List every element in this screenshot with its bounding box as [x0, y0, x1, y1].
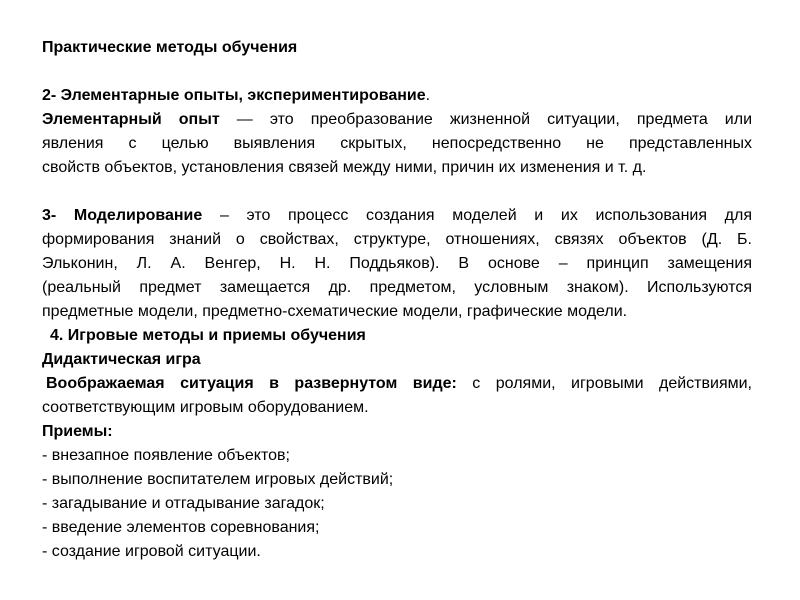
techniques-list-item: - загадывание и отгадывание загадок; [42, 495, 325, 512]
section2-line-2: явления с целью выявления скрытых, непосредственно не представленных [42, 135, 752, 152]
slide-title: Практические методы обучения [42, 39, 298, 56]
section3-line-4: (реальный предмет замещается др. предметом, условным знаком). Используются [42, 279, 752, 296]
section4-line-2: соответствующим игровым оборудованием. [42, 399, 369, 416]
section2-line1-rest: — это преобразование жизненной ситуации, предмета или [219, 111, 753, 128]
section2-line-1 [42, 108, 752, 132]
section2-heading-line [42, 84, 752, 108]
spacer [42, 180, 752, 204]
section2-line-3: свойств объектов, установления связей между ними, причин их изменения и т. д. [42, 159, 647, 176]
techniques-list-item: - внезапное появление объектов; [42, 447, 290, 464]
section3-line-2: формирования знаний о свойствах, структуре, отношениях, связях объектов (Д. Б. [42, 231, 752, 248]
section4-heading: 4. Игровые методы и приемы обучения [50, 327, 366, 344]
section4-subheading: Дидактическая игра [42, 351, 201, 368]
section2-heading: 2- Элементарные опыты, экспериментирование [42, 87, 426, 104]
techniques-heading: Приемы: [42, 423, 113, 440]
section4-line1-rest: с ролями, игровыми действиями, [456, 375, 752, 392]
section3-line-1 [42, 204, 752, 228]
slide-content [42, 36, 752, 564]
section2-heading-end: . [425, 87, 431, 104]
section4-line-1 [42, 372, 752, 396]
section3-term: 3- Моделирование [42, 207, 203, 224]
techniques-list-item: - выполнение воспитателем игровых действий; [42, 471, 394, 488]
section3-line-3: Эльконин, Л. А. Венгер, Н. Н. Поддьяков). В основе – принцип замещения [42, 255, 752, 272]
techniques-list-item: - введение элементов соревнования; [42, 519, 320, 536]
spacer [42, 60, 752, 84]
section2-term: Элементарный опыт [42, 111, 220, 128]
section3-line-5: предметные модели, предметно-схематические модели, графические модели. [42, 303, 628, 320]
section4-term: Воображаемая ситуация в развернутом виде: [46, 375, 457, 392]
techniques-list-item: - создание игровой ситуации. [42, 543, 261, 560]
section3-line1-rest: – это процесс создания моделей и их использования для [202, 207, 752, 224]
